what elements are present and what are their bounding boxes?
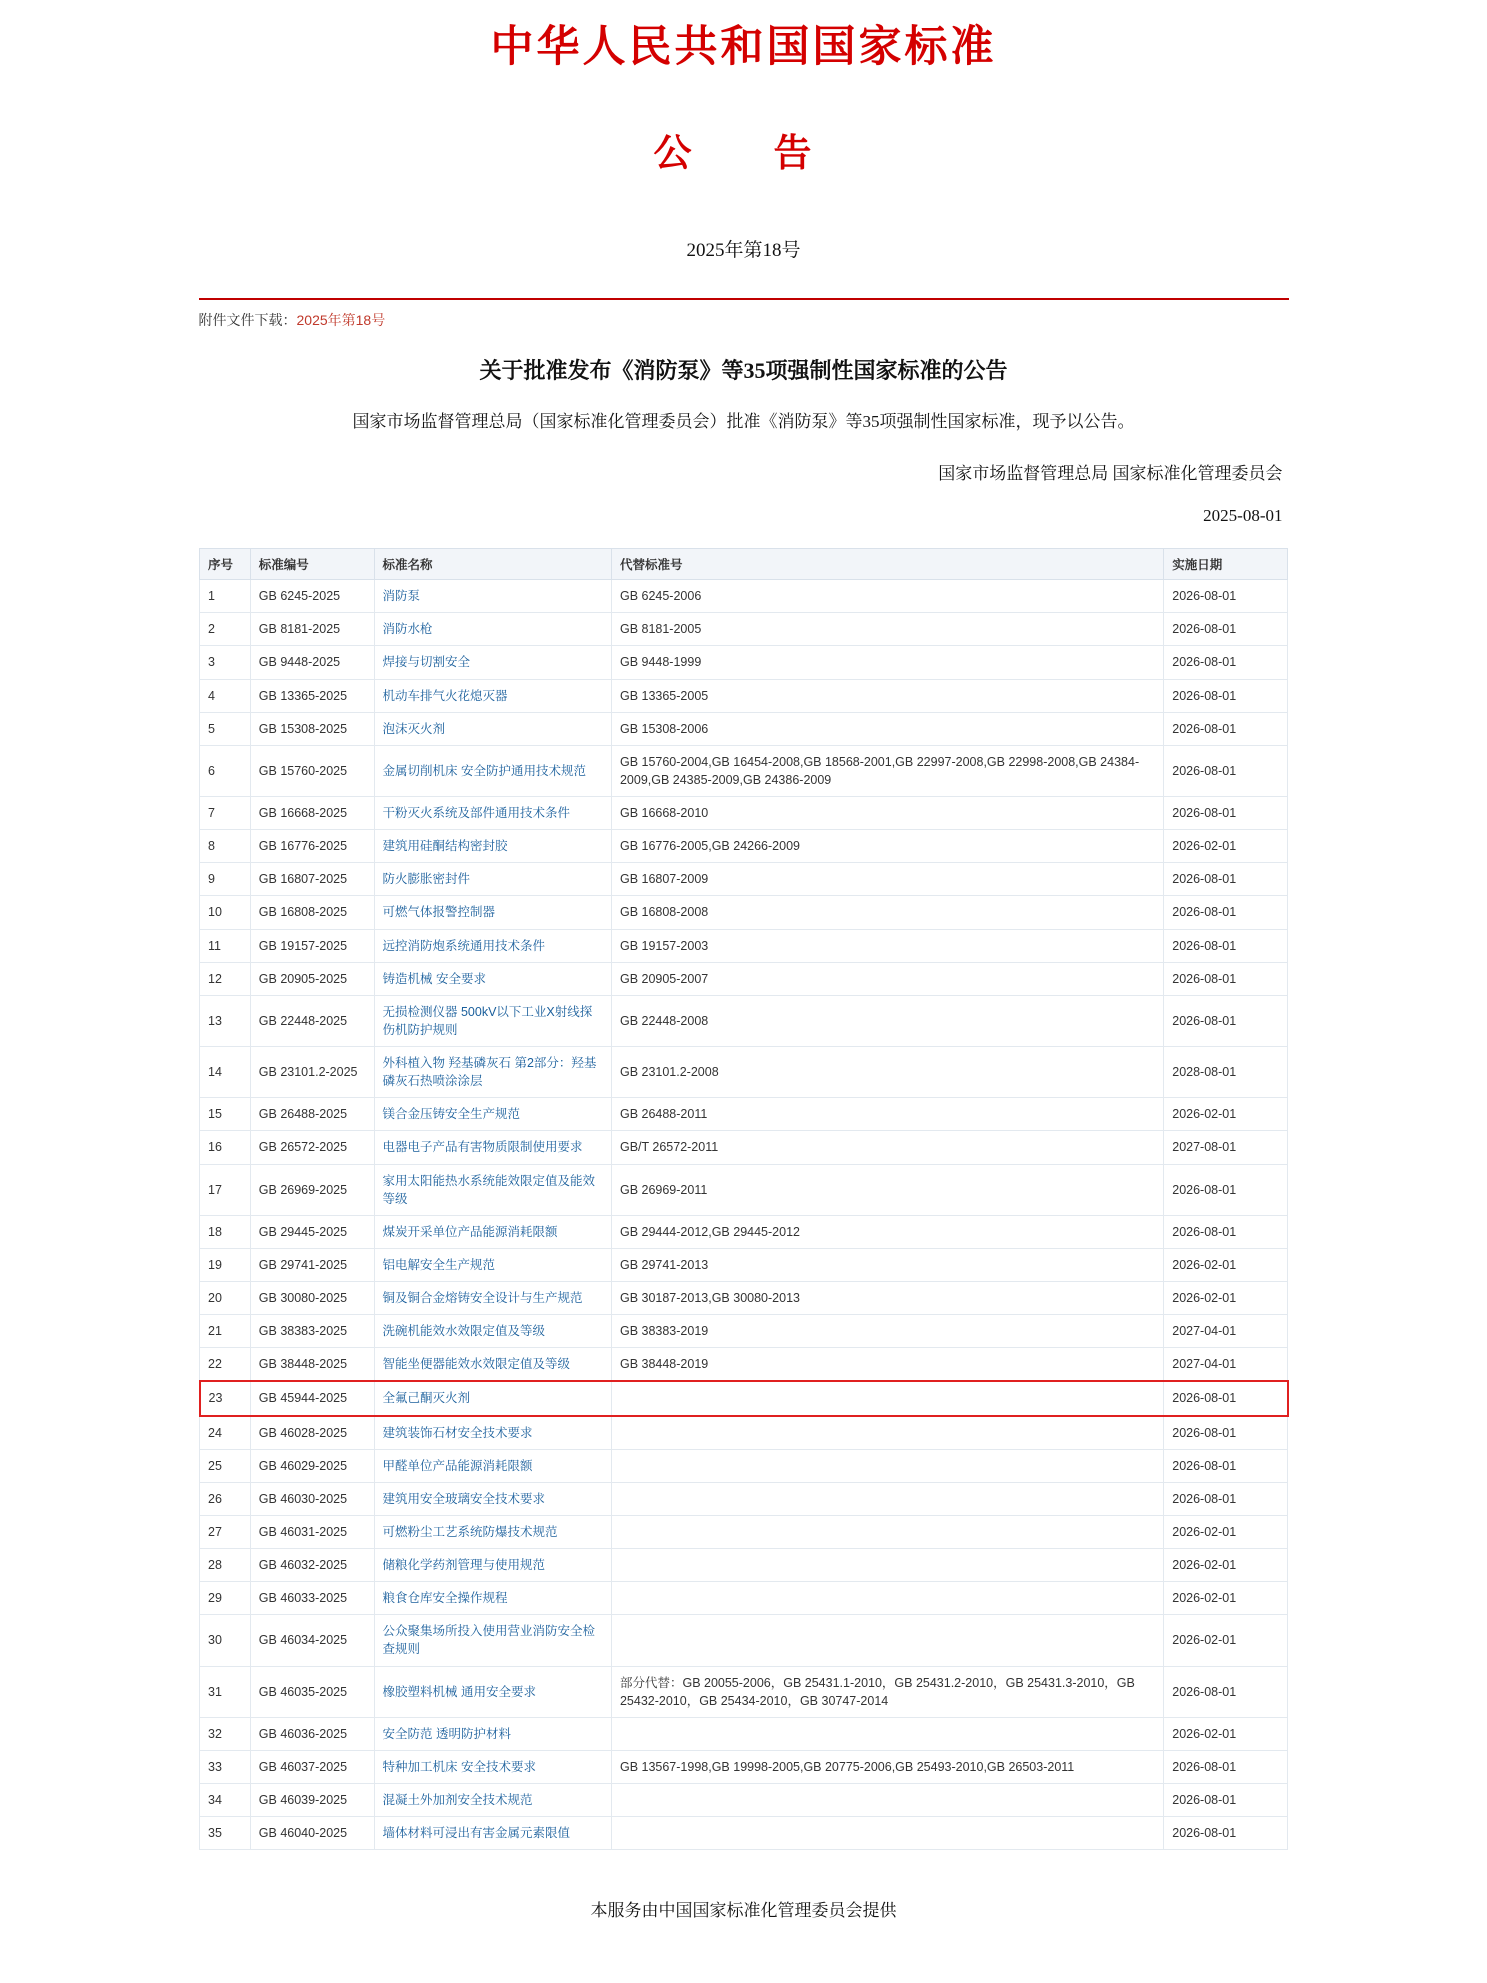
cell-date: 2026-08-01 bbox=[1164, 712, 1288, 745]
cell-replaces bbox=[611, 1416, 1163, 1450]
cell-no: 5 bbox=[200, 712, 251, 745]
cell-name[interactable]: 洗碗机能效水效限定值及等级 bbox=[374, 1315, 611, 1348]
cell-replaces bbox=[611, 1582, 1163, 1615]
column-header-date: 实施日期 bbox=[1164, 549, 1288, 580]
cell-replaces bbox=[611, 1817, 1163, 1850]
cell-name[interactable]: 甲醛单位产品能源消耗限额 bbox=[374, 1449, 611, 1482]
cell-code: GB 30080-2025 bbox=[250, 1282, 374, 1315]
cell-replaces bbox=[611, 1784, 1163, 1817]
table-row bbox=[200, 1381, 1288, 1415]
cell-replaces: GB 19157-2003 bbox=[611, 929, 1163, 962]
cell-no: 9 bbox=[200, 863, 251, 896]
cell-name[interactable]: 泡沫灭火剂 bbox=[374, 712, 611, 745]
cell-date: 2026-08-01 bbox=[1164, 1449, 1288, 1482]
document-title: 关于批准发布《消防泵》等35项强制性国家标准的公告 bbox=[479, 357, 1008, 383]
cell-code: GB 38448-2025 bbox=[250, 1348, 374, 1382]
cell-no: 6 bbox=[200, 745, 251, 796]
cell-date: 2027-08-01 bbox=[1164, 1131, 1288, 1164]
cell-name[interactable]: 外科植入物 羟基磷灰石 第2部分：羟基磷灰石热喷涂涂层 bbox=[374, 1047, 611, 1098]
cell-code: GB 46028-2025 bbox=[250, 1416, 374, 1450]
cell-date: 2028-08-01 bbox=[1164, 1047, 1288, 1098]
column-header-replaces: 代替标准号 bbox=[611, 549, 1163, 580]
cell-name[interactable]: 干粉灭火系统及部件通用技术条件 bbox=[374, 797, 611, 830]
cell-replaces: GB 20905-2007 bbox=[611, 962, 1163, 995]
cell-name[interactable]: 远控消防炮系统通用技术条件 bbox=[374, 929, 611, 962]
cell-name[interactable]: 建筑用安全玻璃安全技术要求 bbox=[374, 1482, 611, 1515]
table-body bbox=[200, 580, 1288, 1850]
cell-date: 2026-08-01 bbox=[1164, 1416, 1288, 1450]
cell-date: 2026-08-01 bbox=[1164, 580, 1288, 613]
cell-code: GB 29445-2025 bbox=[250, 1215, 374, 1248]
cell-replaces: GB 16776-2005,GB 24266-2009 bbox=[611, 830, 1163, 863]
cell-name[interactable]: 焊接与切割安全 bbox=[374, 646, 611, 679]
cell-name[interactable]: 墙体材料可浸出有害金属元素限值 bbox=[374, 1817, 611, 1850]
cell-replaces: GB 16808-2008 bbox=[611, 896, 1163, 929]
table-row bbox=[200, 679, 1288, 712]
cell-code: GB 46039-2025 bbox=[250, 1784, 374, 1817]
cell-name[interactable]: 混凝土外加剂安全技术规范 bbox=[374, 1784, 611, 1817]
cell-no: 19 bbox=[200, 1248, 251, 1281]
cell-no: 16 bbox=[200, 1131, 251, 1164]
table-row bbox=[200, 995, 1288, 1046]
cell-date: 2026-08-01 bbox=[1164, 745, 1288, 796]
cell-name[interactable]: 橡胶塑料机械 通用安全要求 bbox=[374, 1666, 611, 1717]
table-row bbox=[200, 830, 1288, 863]
cell-date: 2026-08-01 bbox=[1164, 1215, 1288, 1248]
table-row bbox=[200, 1315, 1288, 1348]
cell-replaces: GB 29741-2013 bbox=[611, 1248, 1163, 1281]
cell-code: GB 20905-2025 bbox=[250, 962, 374, 995]
cell-name[interactable]: 建筑用硅酮结构密封胶 bbox=[374, 830, 611, 863]
table-row bbox=[200, 1416, 1288, 1450]
table-row bbox=[200, 1717, 1288, 1750]
cell-replaces: GB 13365-2005 bbox=[611, 679, 1163, 712]
cell-no: 17 bbox=[200, 1164, 251, 1215]
cell-code: GB 46029-2025 bbox=[250, 1449, 374, 1482]
table-row bbox=[200, 1449, 1288, 1482]
cell-name[interactable]: 公众聚集场所投入使用营业消防安全检查规则 bbox=[374, 1615, 611, 1666]
cell-no: 35 bbox=[200, 1817, 251, 1850]
cell-no: 25 bbox=[200, 1449, 251, 1482]
cell-no: 10 bbox=[200, 896, 251, 929]
cell-date: 2026-02-01 bbox=[1164, 1582, 1288, 1615]
attachment-row bbox=[199, 310, 1289, 330]
cell-code: GB 46037-2025 bbox=[250, 1750, 374, 1783]
cell-code: GB 16808-2025 bbox=[250, 896, 374, 929]
issue-number: 2025年第18号 bbox=[686, 239, 801, 261]
cell-code: GB 46032-2025 bbox=[250, 1549, 374, 1582]
cell-code: GB 46040-2025 bbox=[250, 1817, 374, 1850]
cell-date: 2026-02-01 bbox=[1164, 1098, 1288, 1131]
cell-no: 15 bbox=[200, 1098, 251, 1131]
cell-replaces: GB 9448-1999 bbox=[611, 646, 1163, 679]
cell-code: GB 22448-2025 bbox=[250, 995, 374, 1046]
document-body: 国家市场监督管理总局（国家标准化管理委员会）批准《消防泵》等35项强制性国家标准，现予以公告。 bbox=[352, 411, 1135, 431]
table-row bbox=[200, 745, 1288, 796]
cell-code: GB 45944-2025 bbox=[250, 1381, 374, 1415]
cell-replaces bbox=[611, 1482, 1163, 1515]
cell-date: 2026-02-01 bbox=[1164, 1549, 1288, 1582]
cell-no: 4 bbox=[200, 679, 251, 712]
cell-no: 31 bbox=[200, 1666, 251, 1717]
cell-no: 21 bbox=[200, 1315, 251, 1348]
cell-code: GB 46036-2025 bbox=[250, 1717, 374, 1750]
table-row bbox=[200, 1582, 1288, 1615]
table-row bbox=[200, 1482, 1288, 1515]
cell-no: 12 bbox=[200, 962, 251, 995]
cell-code: GB 46035-2025 bbox=[250, 1666, 374, 1717]
cell-replaces: 部分代替：GB 20055-2006，GB 25431.1-2010，GB 25431.2-2010，GB 25431.3-2010，GB 25432-2010，GB 25434-2010，GB 30747-2014 bbox=[611, 1666, 1163, 1717]
cell-date: 2026-02-01 bbox=[1164, 1515, 1288, 1548]
cell-name[interactable]: 家用太阳能热水系统能效限定值及能效等级 bbox=[374, 1164, 611, 1215]
cell-no: 13 bbox=[200, 995, 251, 1046]
cell-name[interactable]: 智能坐便器能效水效限定值及等级 bbox=[374, 1348, 611, 1382]
cell-name[interactable]: 机动车排气火花熄灭器 bbox=[374, 679, 611, 712]
cell-replaces bbox=[611, 1717, 1163, 1750]
table-row bbox=[200, 1615, 1288, 1666]
cell-no: 24 bbox=[200, 1416, 251, 1450]
page-title: 中华人民共和国国家标准 bbox=[490, 24, 997, 71]
table-row bbox=[200, 1248, 1288, 1281]
table-row bbox=[200, 1098, 1288, 1131]
table-header-row bbox=[200, 549, 1288, 580]
cell-code: GB 26969-2025 bbox=[250, 1164, 374, 1215]
cell-date: 2026-08-01 bbox=[1164, 613, 1288, 646]
cell-replaces: GB 29444-2012,GB 29445-2012 bbox=[611, 1215, 1163, 1248]
cell-replaces: GB 6245-2006 bbox=[611, 580, 1163, 613]
cell-name[interactable]: 消防水枪 bbox=[374, 613, 611, 646]
cell-date: 2026-02-01 bbox=[1164, 1282, 1288, 1315]
cell-replaces: GB 13567-1998,GB 19998-2005,GB 20775-2006,GB 25493-2010,GB 26503-2011 bbox=[611, 1750, 1163, 1783]
cell-replaces: GB 16807-2009 bbox=[611, 863, 1163, 896]
cell-no: 8 bbox=[200, 830, 251, 863]
attachment-label: 附件文件下载： bbox=[198, 311, 297, 328]
table-row bbox=[200, 1215, 1288, 1248]
table-row bbox=[200, 580, 1288, 613]
cell-no: 27 bbox=[200, 1515, 251, 1548]
cell-name[interactable]: 铝电解安全生产规范 bbox=[374, 1248, 611, 1281]
cell-code: GB 23101.2-2025 bbox=[250, 1047, 374, 1098]
table-row bbox=[200, 896, 1288, 929]
cell-replaces: GB 16668-2010 bbox=[611, 797, 1163, 830]
cell-no: 18 bbox=[200, 1215, 251, 1248]
cell-replaces: GB 15760-2004,GB 16454-2008,GB 18568-2001,GB 22997-2008,GB 22998-2008,GB 24384-2009,GB 24385-2009,GB 24386-2009 bbox=[611, 745, 1163, 796]
table-row bbox=[200, 1666, 1288, 1717]
cell-date: 2026-02-01 bbox=[1164, 1615, 1288, 1666]
table-row bbox=[200, 712, 1288, 745]
bulletin-heading: 公 告 bbox=[653, 132, 834, 175]
cell-code: GB 38383-2025 bbox=[250, 1315, 374, 1348]
cell-date: 2026-02-01 bbox=[1164, 830, 1288, 863]
cell-no: 22 bbox=[200, 1348, 251, 1382]
cell-name[interactable]: 全氟己酮灭火剂 bbox=[374, 1381, 611, 1415]
cell-no: 2 bbox=[200, 613, 251, 646]
cell-name[interactable]: 防火膨胀密封件 bbox=[374, 863, 611, 896]
cell-code: GB 9448-2025 bbox=[250, 646, 374, 679]
table-row bbox=[200, 1131, 1288, 1164]
table-row bbox=[200, 929, 1288, 962]
cell-replaces: GB 26488-2011 bbox=[611, 1098, 1163, 1131]
table-row bbox=[200, 797, 1288, 830]
cell-date: 2026-08-01 bbox=[1164, 1750, 1288, 1783]
cell-date: 2026-08-01 bbox=[1164, 1482, 1288, 1515]
cell-no: 7 bbox=[200, 797, 251, 830]
cell-replaces: GB 15308-2006 bbox=[611, 712, 1163, 745]
cell-name[interactable]: 铜及铜合金熔铸安全设计与生产规范 bbox=[374, 1282, 611, 1315]
cell-code: GB 15760-2025 bbox=[250, 745, 374, 796]
table-row bbox=[200, 1784, 1288, 1817]
cell-no: 28 bbox=[200, 1549, 251, 1582]
cell-replaces: GB 22448-2008 bbox=[611, 995, 1163, 1046]
footer-note: 本服务由中国国家标准化管理委员会提供 bbox=[590, 1901, 897, 1921]
cell-date: 2026-08-01 bbox=[1164, 929, 1288, 962]
cell-date: 2026-08-01 bbox=[1164, 1784, 1288, 1817]
cell-date: 2026-08-01 bbox=[1164, 1817, 1288, 1850]
document-date: 2025-08-01 bbox=[1203, 506, 1283, 526]
cell-code: GB 16776-2025 bbox=[250, 830, 374, 863]
cell-replaces: GB 30187-2013,GB 30080-2013 bbox=[611, 1282, 1163, 1315]
cell-replaces bbox=[611, 1515, 1163, 1548]
cell-name[interactable]: 铸造机械 安全要求 bbox=[374, 962, 611, 995]
cell-no: 23 bbox=[200, 1381, 251, 1415]
table-row bbox=[200, 1817, 1288, 1850]
cell-date: 2026-08-01 bbox=[1164, 1164, 1288, 1215]
column-header-name: 标准名称 bbox=[374, 549, 611, 580]
table-row bbox=[200, 646, 1288, 679]
cell-date: 2026-08-01 bbox=[1164, 896, 1288, 929]
cell-name[interactable]: 特种加工机床 安全技术要求 bbox=[374, 1750, 611, 1783]
cell-replaces: GB 38448-2019 bbox=[611, 1348, 1163, 1382]
cell-no: 1 bbox=[200, 580, 251, 613]
cell-no: 29 bbox=[200, 1582, 251, 1615]
cell-no: 11 bbox=[200, 929, 251, 962]
cell-name[interactable]: 无损检测仪器 500kV以下工业X射线探伤机防护规则 bbox=[374, 995, 611, 1046]
cell-no: 26 bbox=[200, 1482, 251, 1515]
cell-name[interactable]: 电器电子产品有害物质限制使用要求 bbox=[374, 1131, 611, 1164]
cell-no: 30 bbox=[200, 1615, 251, 1666]
table-row bbox=[200, 613, 1288, 646]
cell-date: 2026-08-01 bbox=[1164, 646, 1288, 679]
cell-code: GB 13365-2025 bbox=[250, 679, 374, 712]
cell-code: GB 8181-2025 bbox=[250, 613, 374, 646]
cell-name[interactable]: 金属切削机床 安全防护通用技术规范 bbox=[374, 745, 611, 796]
column-header-code: 标准编号 bbox=[250, 549, 374, 580]
divider-rule bbox=[199, 298, 1289, 300]
table-row bbox=[200, 962, 1288, 995]
table-row bbox=[200, 1348, 1288, 1382]
cell-code: GB 6245-2025 bbox=[250, 580, 374, 613]
cell-date: 2026-02-01 bbox=[1164, 1248, 1288, 1281]
cell-code: GB 26488-2025 bbox=[250, 1098, 374, 1131]
cell-name[interactable]: 安全防范 透明防护材料 bbox=[374, 1717, 611, 1750]
cell-name[interactable]: 消防泵 bbox=[374, 580, 611, 613]
table-row bbox=[200, 1164, 1288, 1215]
cell-replaces bbox=[611, 1549, 1163, 1582]
cell-date: 2027-04-01 bbox=[1164, 1315, 1288, 1348]
table-row bbox=[200, 863, 1288, 896]
cell-replaces: GB 23101.2-2008 bbox=[611, 1047, 1163, 1098]
cell-name[interactable]: 储粮化学药剂管理与使用规范 bbox=[374, 1549, 611, 1582]
cell-code: GB 26572-2025 bbox=[250, 1131, 374, 1164]
cell-name[interactable]: 可燃气体报警控制器 bbox=[374, 896, 611, 929]
column-header-no: 序号 bbox=[200, 549, 251, 580]
standards-table bbox=[199, 548, 1289, 1850]
cell-code: GB 46034-2025 bbox=[250, 1615, 374, 1666]
cell-date: 2026-08-01 bbox=[1164, 962, 1288, 995]
cell-date: 2026-08-01 bbox=[1164, 679, 1288, 712]
cell-date: 2027-04-01 bbox=[1164, 1348, 1288, 1382]
cell-code: GB 46033-2025 bbox=[250, 1582, 374, 1615]
cell-replaces bbox=[611, 1449, 1163, 1482]
cell-replaces bbox=[611, 1615, 1163, 1666]
cell-replaces: GB 8181-2005 bbox=[611, 613, 1163, 646]
cell-name[interactable]: 可燃粉尘工艺系统防爆技术规范 bbox=[374, 1515, 611, 1548]
cell-date: 2026-08-01 bbox=[1164, 995, 1288, 1046]
cell-replaces: GB 26969-2011 bbox=[611, 1164, 1163, 1215]
table-row bbox=[200, 1047, 1288, 1098]
cell-replaces bbox=[611, 1381, 1163, 1415]
cell-no: 32 bbox=[200, 1717, 251, 1750]
cell-replaces: GB 38383-2019 bbox=[611, 1315, 1163, 1348]
table-row bbox=[200, 1750, 1288, 1783]
table-row bbox=[200, 1515, 1288, 1548]
cell-replaces: GB/T 26572-2011 bbox=[611, 1131, 1163, 1164]
cell-date: 2026-08-01 bbox=[1164, 797, 1288, 830]
attachment-download-link[interactable]: 2025年第18号 bbox=[296, 311, 386, 328]
cell-code: GB 16668-2025 bbox=[250, 797, 374, 830]
cell-name[interactable]: 镁合金压铸安全生产规范 bbox=[374, 1098, 611, 1131]
cell-name[interactable]: 煤炭开采单位产品能源消耗限额 bbox=[374, 1215, 611, 1248]
cell-no: 14 bbox=[200, 1047, 251, 1098]
cell-date: 2026-08-01 bbox=[1164, 1666, 1288, 1717]
cell-no: 33 bbox=[200, 1750, 251, 1783]
cell-code: GB 46030-2025 bbox=[250, 1482, 374, 1515]
document-signer: 国家市场监督管理总局 国家标准化管理委员会 bbox=[938, 464, 1283, 484]
cell-name[interactable]: 粮食仓库安全操作规程 bbox=[374, 1582, 611, 1615]
cell-no: 3 bbox=[200, 646, 251, 679]
cell-code: GB 29741-2025 bbox=[250, 1248, 374, 1281]
table-row bbox=[200, 1282, 1288, 1315]
cell-code: GB 15308-2025 bbox=[250, 712, 374, 745]
cell-no: 34 bbox=[200, 1784, 251, 1817]
cell-no: 20 bbox=[200, 1282, 251, 1315]
cell-code: GB 16807-2025 bbox=[250, 863, 374, 896]
cell-code: GB 46031-2025 bbox=[250, 1515, 374, 1548]
cell-date: 2026-08-01 bbox=[1164, 1381, 1288, 1415]
table-row bbox=[200, 1549, 1288, 1582]
cell-date: 2026-02-01 bbox=[1164, 1717, 1288, 1750]
cell-date: 2026-08-01 bbox=[1164, 863, 1288, 896]
cell-name[interactable]: 建筑装饰石材安全技术要求 bbox=[374, 1416, 611, 1450]
cell-code: GB 19157-2025 bbox=[250, 929, 374, 962]
